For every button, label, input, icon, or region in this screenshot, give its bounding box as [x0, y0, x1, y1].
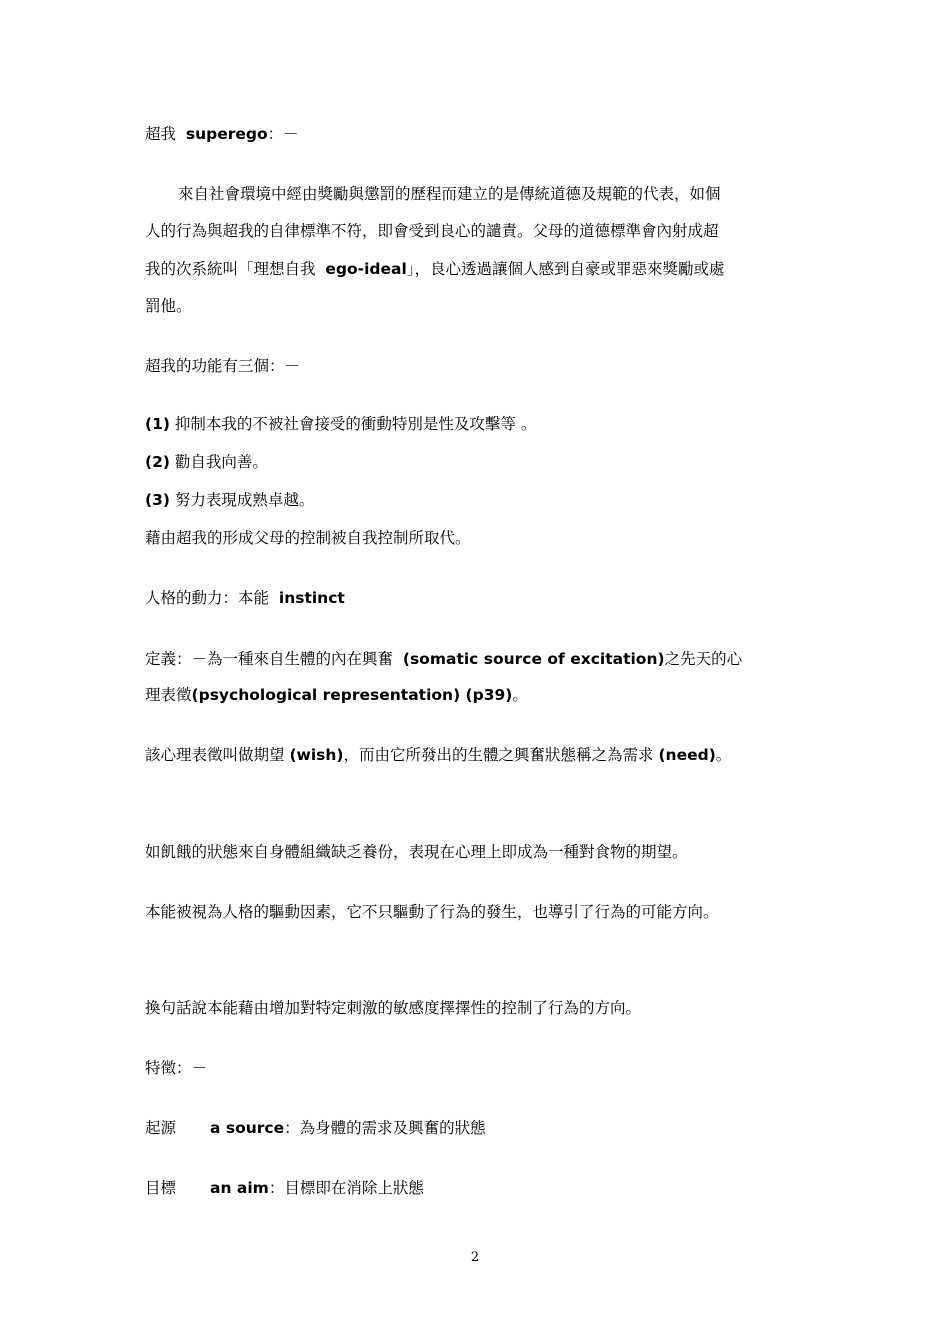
heading-term: superego [185, 125, 268, 143]
superego-para-line-4: 罰他。 [145, 297, 192, 315]
page-number: 2 [470, 1250, 480, 1265]
feature-label: 目標 [145, 1179, 177, 1197]
heading-suffix: ：－ [267, 125, 299, 143]
definition-text: 定義：－為一種來自生體的內在興奮 [145, 650, 394, 668]
need-term: (need) [658, 746, 716, 764]
function-number: (1) [145, 415, 170, 433]
para-text: 我的次系統叫「理想自我 [145, 260, 316, 278]
definition-line-2 [145, 685, 528, 705]
superego-heading [145, 124, 299, 144]
feature-term: a source [210, 1119, 285, 1137]
feature-term: an aim [210, 1179, 269, 1197]
functions-heading: 超我的功能有三個：－ [145, 357, 301, 375]
features-heading: 特徵：－ [145, 1059, 208, 1077]
function-number: (3) [145, 491, 170, 509]
function-text: 勸自我向善。 [174, 453, 268, 471]
feature-text: ：為身體的需求及興奮的狀態 [284, 1119, 486, 1137]
definition-text: 之先天的心 [664, 650, 743, 668]
function-item-1 [145, 414, 536, 434]
functions-summary: 藉由超我的形成父母的控制被自我控制所取代。 [145, 529, 471, 547]
definition-text: 。 [512, 686, 528, 704]
hunger-line: 如飢餓的狀態來自身體組織缺乏養份，表現在心理上即成為一種對食物的期望。 [145, 843, 688, 861]
wish-text: 該心理表徵叫做期望 [145, 746, 285, 764]
direction-line: 換句話說本能藉由增加對特定刺激的敏感度擇擇性的控制了行為的方向。 [145, 999, 642, 1017]
feature-text: ：目標即在消除上狀態 [268, 1179, 424, 1197]
function-text: 抑制本我的不被社會接受的衝動特別是性及攻擊等 。 [174, 415, 537, 433]
psychological-term: (psychological representation) (p39) [191, 686, 513, 704]
definition-text: 理表徵 [145, 686, 192, 704]
superego-para-line-2: 人的行為與超我的自律標準不符，即會受到良心的譴責。父母的道德標準會內射成超 [145, 222, 719, 240]
superego-para-line-3 [145, 259, 725, 279]
drive-line: 本能被視為人格的驅動因素，它不只驅動了行為的發生，也導引了行為的可能方向。 [145, 903, 719, 921]
wish-line [145, 745, 731, 765]
instinct-term: instinct [278, 589, 345, 607]
function-item-3 [145, 490, 314, 510]
superego-para-line-1: 來自社會環境中經由獎勵與懲罰的歷程而建立的是傳統道德及規範的代表，如個 [178, 185, 721, 203]
function-number: (2) [145, 453, 170, 471]
feature-label: 起源 [145, 1119, 177, 1137]
ego-ideal-term: ego-ideal [325, 260, 407, 278]
dynamics-heading [145, 588, 345, 608]
wish-text: ，而由它所發出的生體之興奮狀態稱之為需求 [343, 746, 654, 764]
wish-text: 。 [715, 746, 732, 764]
wish-term: (wish) [289, 746, 344, 764]
para-text: 」，良心透過讓個人感到自豪或罪惡來獎勵或處 [406, 260, 725, 278]
somatic-term: (somatic source of excitation) [402, 650, 665, 668]
function-item-2 [145, 452, 268, 472]
feature-item-source [145, 1118, 486, 1138]
heading-text: 人格的動力：本能 [145, 589, 270, 607]
definition-line-1 [145, 649, 742, 669]
heading-text: 超我 [145, 125, 177, 143]
function-text: 努力表現成熟卓越。 [174, 491, 315, 509]
feature-item-aim [145, 1178, 424, 1198]
